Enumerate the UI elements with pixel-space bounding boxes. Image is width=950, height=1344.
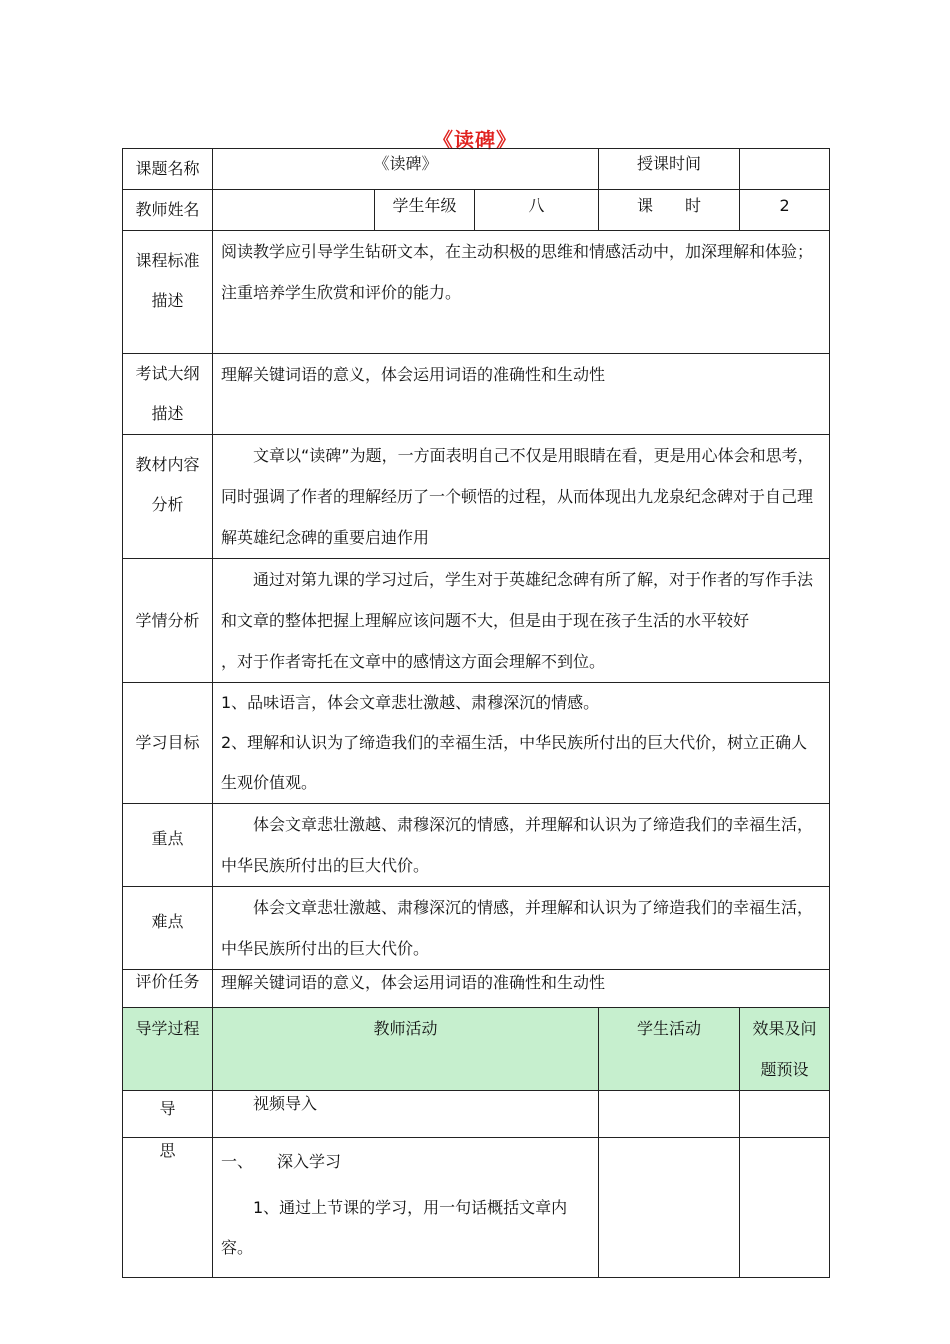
grade-label: 学生年级: [375, 190, 475, 231]
goal-label: 学习目标: [123, 683, 213, 804]
goal-item-2: 2、理解和认识为了缔造我们的幸福生活，中华民族所付出的巨大代价，树立正确人生观价值观。: [221, 733, 808, 792]
material-label: [123, 435, 213, 559]
process-row1-teacher: 视频导入: [213, 1091, 599, 1138]
process-row1-effect: [740, 1091, 830, 1138]
hours-value: 2: [740, 190, 830, 231]
process-row2-heading: 一、 深入学习: [221, 1152, 342, 1171]
teacher-value: [213, 190, 375, 231]
standard-label: [123, 231, 213, 354]
process-header-stage: 导学过程: [123, 1008, 213, 1091]
student-label: 学情分析: [123, 559, 213, 683]
document-title: 《读碑》: [433, 128, 517, 152]
time-value: [740, 149, 830, 190]
goal-list: [213, 683, 830, 804]
standard-label-line1: 课程标准: [135, 251, 200, 270]
lesson-plan-table: [122, 148, 830, 1278]
time-label: 授课时间: [599, 149, 740, 190]
material-label-line1: 教材内容: [135, 455, 200, 474]
difficulty-text: 体会文章悲壮激越、肃穆深沉的情感，并理解和认识为了缔造我们的幸福生活，中华民族所付出的巨大代价。: [213, 887, 830, 970]
material-text: 文章以“读碑”为题，一方面表明自己不仅是用眼睛在看，更是用心体会和思考，同时强调了作者的理解经历了一个顿悟的过程，从而体现出九龙泉纪念碑对于自己理解英雄纪念碑的重要启迪作用: [213, 435, 830, 559]
topic-label: 课题名称: [123, 149, 213, 190]
exam-label-line2: 描述: [151, 404, 184, 423]
teacher-label: 教师姓名: [123, 190, 213, 231]
process-header-effect: 效果及问题预设: [740, 1008, 830, 1091]
student-text: [213, 559, 830, 683]
process-row1-student: [599, 1091, 740, 1138]
process-row2-student: [599, 1138, 740, 1278]
process-row2-item: 1、通过上节课的学习，用一句话概括文章内容。: [221, 1198, 568, 1257]
exam-label: [123, 354, 213, 435]
difficulty-label: 难点: [123, 887, 213, 970]
topic-value: 《读碑》: [213, 149, 599, 190]
process-row2-effect: [740, 1138, 830, 1278]
process-row2-stage: 思: [123, 1138, 213, 1278]
process-row2-teacher: [213, 1138, 599, 1278]
material-label-line2: 分析: [151, 495, 184, 514]
process-header-teacher: 教师活动: [213, 1008, 599, 1091]
exam-label-line1: 考试大纲: [135, 364, 200, 383]
standard-label-line2: 描述: [151, 291, 184, 310]
grade-value: 八: [475, 190, 599, 231]
standard-text: 阅读教学应引导学生钻研文本，在主动积极的思维和情感活动中，加深理解和体验；注重培养学生欣赏和评价的能力。: [213, 231, 830, 354]
eval-text: 理解关键词语的意义，体会运用词语的准确性和生动性: [213, 970, 830, 1008]
eval-label: 评价任务: [123, 970, 213, 1008]
goal-item-1: 1、品味语言，体会文章悲壮激越、肃穆深沉的情感。: [221, 693, 600, 712]
process-header-student: 学生活动: [599, 1008, 740, 1091]
key-label: 重点: [123, 804, 213, 887]
student-text-part1: 通过对第九课的学习过后，学生对于英雄纪念碑有所了解，对于作者的写作手法和文章的整体把握上理解应该问题不大，但是由于现在孩子生活的水平较好: [221, 570, 814, 630]
key-text: 体会文章悲壮激越、肃穆深沉的情感，并理解和认识为了缔造我们的幸福生活，中华民族所付出的巨大代价。: [213, 804, 830, 887]
hours-label: 课 时: [599, 190, 740, 231]
student-text-part2: ，对于作者寄托在文章中的感情这方面会理解不到位。: [221, 652, 606, 671]
process-row1-stage: 导: [123, 1091, 213, 1138]
exam-text: 理解关键词语的意义，体会运用词语的准确性和生动性: [213, 354, 830, 435]
